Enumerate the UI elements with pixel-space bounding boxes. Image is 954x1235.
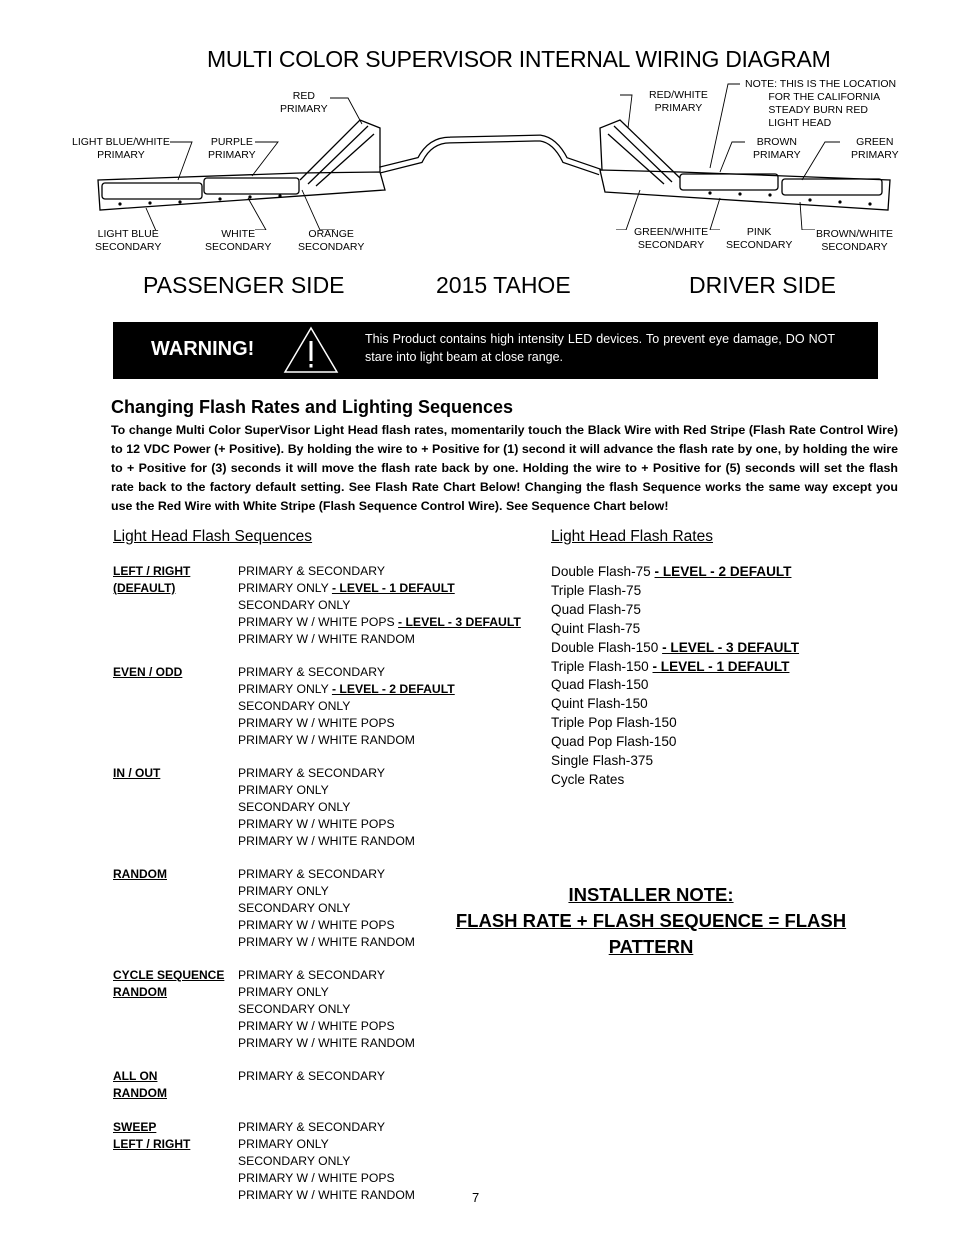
sequence-items [238, 1119, 415, 1204]
sequence-item-label: PRIMARY W / WHITE RANDOM [238, 834, 415, 848]
sequence-name: LEFT / RIGHT (DEFAULT) [113, 564, 191, 595]
sequence-item-label: PRIMARY W / WHITE RANDOM [238, 1036, 415, 1050]
rate-item [551, 676, 799, 695]
default-level-tag: - LEVEL - 2 DEFAULT [654, 564, 792, 579]
passenger-side-label: PASSENGER SIDE [143, 272, 345, 298]
installer-note-title: INSTALLER NOTE: [568, 884, 734, 905]
rate-label: Single Flash-375 [551, 753, 654, 769]
warning-title: WARNING! [151, 338, 255, 360]
sequence-item [238, 782, 415, 799]
rate-label: Double Flash-75 [551, 564, 651, 579]
rates-heading: Light Head Flash Rates [551, 528, 713, 545]
rate-label: Triple Flash-75 [551, 582, 642, 598]
sequence-item [238, 597, 521, 614]
default-level-tag: - LEVEL - 2 DEFAULT [331, 682, 455, 696]
sequence-items [238, 866, 415, 951]
sequence-item [238, 934, 415, 951]
sequence-item-label: PRIMARY W / WHITE POPS [238, 1019, 395, 1033]
sequence-item-label: PRIMARY W / WHITE RANDOM [238, 1188, 415, 1202]
sequence-item [238, 563, 521, 580]
model-label: 2015 TAHOE [436, 272, 571, 298]
default-level-tag: - LEVEL - 1 DEFAULT [652, 658, 790, 674]
sequence-item [238, 799, 415, 816]
sequence-item [238, 698, 455, 715]
sequence-item [238, 917, 415, 934]
sequence-name: SWEEP LEFT / RIGHT [113, 1120, 191, 1151]
label-red-primary: RED PRIMARY [280, 90, 328, 115]
sequence-item [238, 715, 455, 732]
rate-label: Triple Pop Flash-150 [551, 715, 677, 731]
warning-box [113, 322, 878, 379]
rate-label: Double Flash-150 [551, 639, 659, 655]
sequence-item-label: SECONDARY ONLY [238, 901, 351, 915]
sequences-heading: Light Head Flash Sequences [113, 528, 313, 545]
default-level-tag: - LEVEL - 1 DEFAULT [331, 581, 455, 595]
sequence-item-label: SECONDARY ONLY [238, 699, 351, 713]
rate-label: Quad Flash-75 [551, 601, 641, 617]
sequence-name: ALL ON RANDOM [113, 1069, 167, 1100]
rate-item [551, 639, 799, 658]
warning-text: This Product contains high intensity LED devices. To prevent eye damage, DO NOT stare into light beam at close range. [365, 332, 835, 364]
sequence-item-label: PRIMARY & SECONDARY [238, 766, 385, 780]
sequence-item [238, 1187, 415, 1204]
changing-body: To change Multi Color SuperVisor Light Head flash rates, momentarily touch the Black Wire with Red Stripe (Flash Rate Control Wire) to 12 VDC Power (+ Positive). By holding the wire to + Positive for (1) second it will advance the flash rate by one, by holding the wire to + Positive for (3) seconds it will move the flash rate back by one. Holding the wire to + Positive for (5) seconds will set the flash rate back to the factory default setting. See Flash Rate Chart Below! Changing the flash Sequence works the same way except you use the Red Wire with White Stripe (Flash Sequence Control Wire). See Sequence Chart below! [111, 423, 898, 513]
sequence-name: EVEN / ODD [113, 665, 183, 679]
sequence-item-label: PRIMARY W / WHITE POPS [238, 817, 395, 831]
sequence-item [238, 765, 415, 782]
label-green-white-secondary: GREEN/WHITE SECONDARY [634, 226, 709, 251]
rate-item [551, 752, 799, 771]
sequence-items [238, 664, 455, 749]
rate-label: Triple Flash-150 [551, 658, 649, 674]
page-number: 7 [472, 1190, 480, 1205]
sequence-item-label: PRIMARY ONLY [238, 884, 329, 898]
rate-item [551, 714, 799, 733]
rate-label: Quint Flash-75 [551, 620, 641, 636]
label-california-note: NOTE: THIS IS THE LOCATION FOR THE CALIFORNIA STEADY BURN RED LIGHT HEAD [745, 78, 897, 129]
sequence-item-label: PRIMARY W / WHITE POPS [238, 716, 395, 730]
sequence-item [238, 681, 455, 698]
installer-note [418, 882, 884, 960]
label-green-primary: GREEN PRIMARY [851, 136, 899, 161]
sequence-items [238, 765, 415, 850]
label-white-secondary: WHITE SECONDARY [205, 228, 272, 253]
sequence-items [238, 1068, 385, 1085]
sequence-item-label: PRIMARY W / WHITE RANDOM [238, 632, 415, 646]
changing-heading: Changing Flash Rates and Lighting Sequences [111, 397, 514, 417]
label-red-white-primary: RED/WHITE PRIMARY [649, 89, 708, 114]
sequence-item-label: PRIMARY ONLY [238, 1137, 329, 1151]
sequence-item-label: PRIMARY & SECONDARY [238, 564, 385, 578]
sequence-item [238, 1035, 415, 1052]
sequence-item-label: PRIMARY & SECONDARY [238, 867, 385, 881]
sequence-item [238, 967, 415, 984]
sequence-item [238, 833, 415, 850]
sequence-item [238, 631, 521, 648]
rate-label: Quint Flash-150 [551, 696, 648, 712]
sequence-item [238, 1136, 415, 1153]
rates-list [551, 563, 799, 790]
sequence-item-label: PRIMARY W / WHITE POPS [238, 1171, 395, 1185]
sequence-item [238, 984, 415, 1001]
sequence-items [238, 563, 521, 648]
sequence-item [238, 580, 521, 597]
sequence-item [238, 883, 415, 900]
sequence-item-label: PRIMARY ONLY [238, 581, 329, 595]
rate-item [551, 563, 799, 582]
sequence-item [238, 900, 415, 917]
sequence-item-label: SECONDARY ONLY [238, 598, 351, 612]
sequence-item [238, 1018, 415, 1035]
default-level-tag: - LEVEL - 3 DEFAULT [398, 615, 521, 629]
sequence-item-label: PRIMARY ONLY [238, 783, 329, 797]
label-orange-secondary: ORANGE SECONDARY [298, 228, 365, 253]
sequence-item [238, 1170, 415, 1187]
label-purple-primary: PURPLE PRIMARY [208, 136, 256, 161]
sequence-name: CYCLE SEQUENCE RANDOM [113, 968, 225, 999]
sequence-item-label: SECONDARY ONLY [238, 800, 351, 814]
label-light-blue-secondary: LIGHT BLUE SECONDARY [95, 228, 162, 253]
sequence-item-label: PRIMARY & SECONDARY [238, 968, 385, 982]
sequence-item-label: PRIMARY & SECONDARY [238, 1120, 385, 1134]
sequence-item-label: PRIMARY W / WHITE POPS [238, 615, 395, 629]
warning-triangle-icon [281, 324, 341, 376]
sequence-item-label: SECONDARY ONLY [238, 1154, 351, 1168]
sequence-item [238, 1001, 415, 1018]
rate-label: Quad Pop Flash-150 [551, 734, 677, 750]
sequence-item [238, 664, 455, 681]
sequence-item-label: PRIMARY W / WHITE RANDOM [238, 935, 415, 949]
label-brown-white-secondary: BROWN/WHITE SECONDARY [816, 228, 893, 253]
sequence-item [238, 1153, 415, 1170]
sequence-item [238, 1068, 385, 1085]
sequence-name: IN / OUT [113, 766, 161, 780]
driver-side-label: DRIVER SIDE [689, 272, 836, 298]
rate-label: Quad Flash-150 [551, 677, 649, 693]
rate-item [551, 620, 799, 639]
sequence-item [238, 816, 415, 833]
sequence-items [238, 967, 415, 1052]
sequence-item [238, 732, 455, 749]
sequence-item [238, 1119, 415, 1136]
label-light-blue-white-primary: LIGHT BLUE/WHITE PRIMARY [72, 136, 170, 161]
rate-item [551, 733, 799, 752]
rate-item [551, 771, 799, 790]
default-level-tag: - LEVEL - 3 DEFAULT [662, 639, 800, 655]
label-pink-secondary: PINK SECONDARY [726, 226, 793, 251]
sequence-item-label: PRIMARY & SECONDARY [238, 665, 385, 679]
sequence-item-label: PRIMARY W / WHITE RANDOM [238, 733, 415, 747]
installer-note-formula: FLASH RATE + FLASH SEQUENCE = FLASH PATTERN [455, 910, 847, 957]
sequence-item-label: PRIMARY ONLY [238, 985, 329, 999]
sequence-name: RANDOM [113, 867, 167, 881]
sequence-item [238, 614, 521, 631]
rate-item [551, 695, 799, 714]
rate-item [551, 601, 799, 620]
sequence-item-label: SECONDARY ONLY [238, 1002, 351, 1016]
rate-item [551, 582, 799, 601]
rate-label: Cycle Rates [551, 771, 625, 787]
sequence-item-label: PRIMARY ONLY [238, 682, 329, 696]
diagram-title: MULTI COLOR SUPERVISOR INTERNAL WIRING DIAGRAM [207, 46, 831, 72]
rate-item [551, 658, 799, 677]
label-brown-primary: BROWN PRIMARY [753, 136, 801, 161]
sequence-item [238, 866, 415, 883]
sequence-item-label: PRIMARY W / WHITE POPS [238, 918, 395, 932]
sequence-item-label: PRIMARY & SECONDARY [238, 1069, 385, 1083]
